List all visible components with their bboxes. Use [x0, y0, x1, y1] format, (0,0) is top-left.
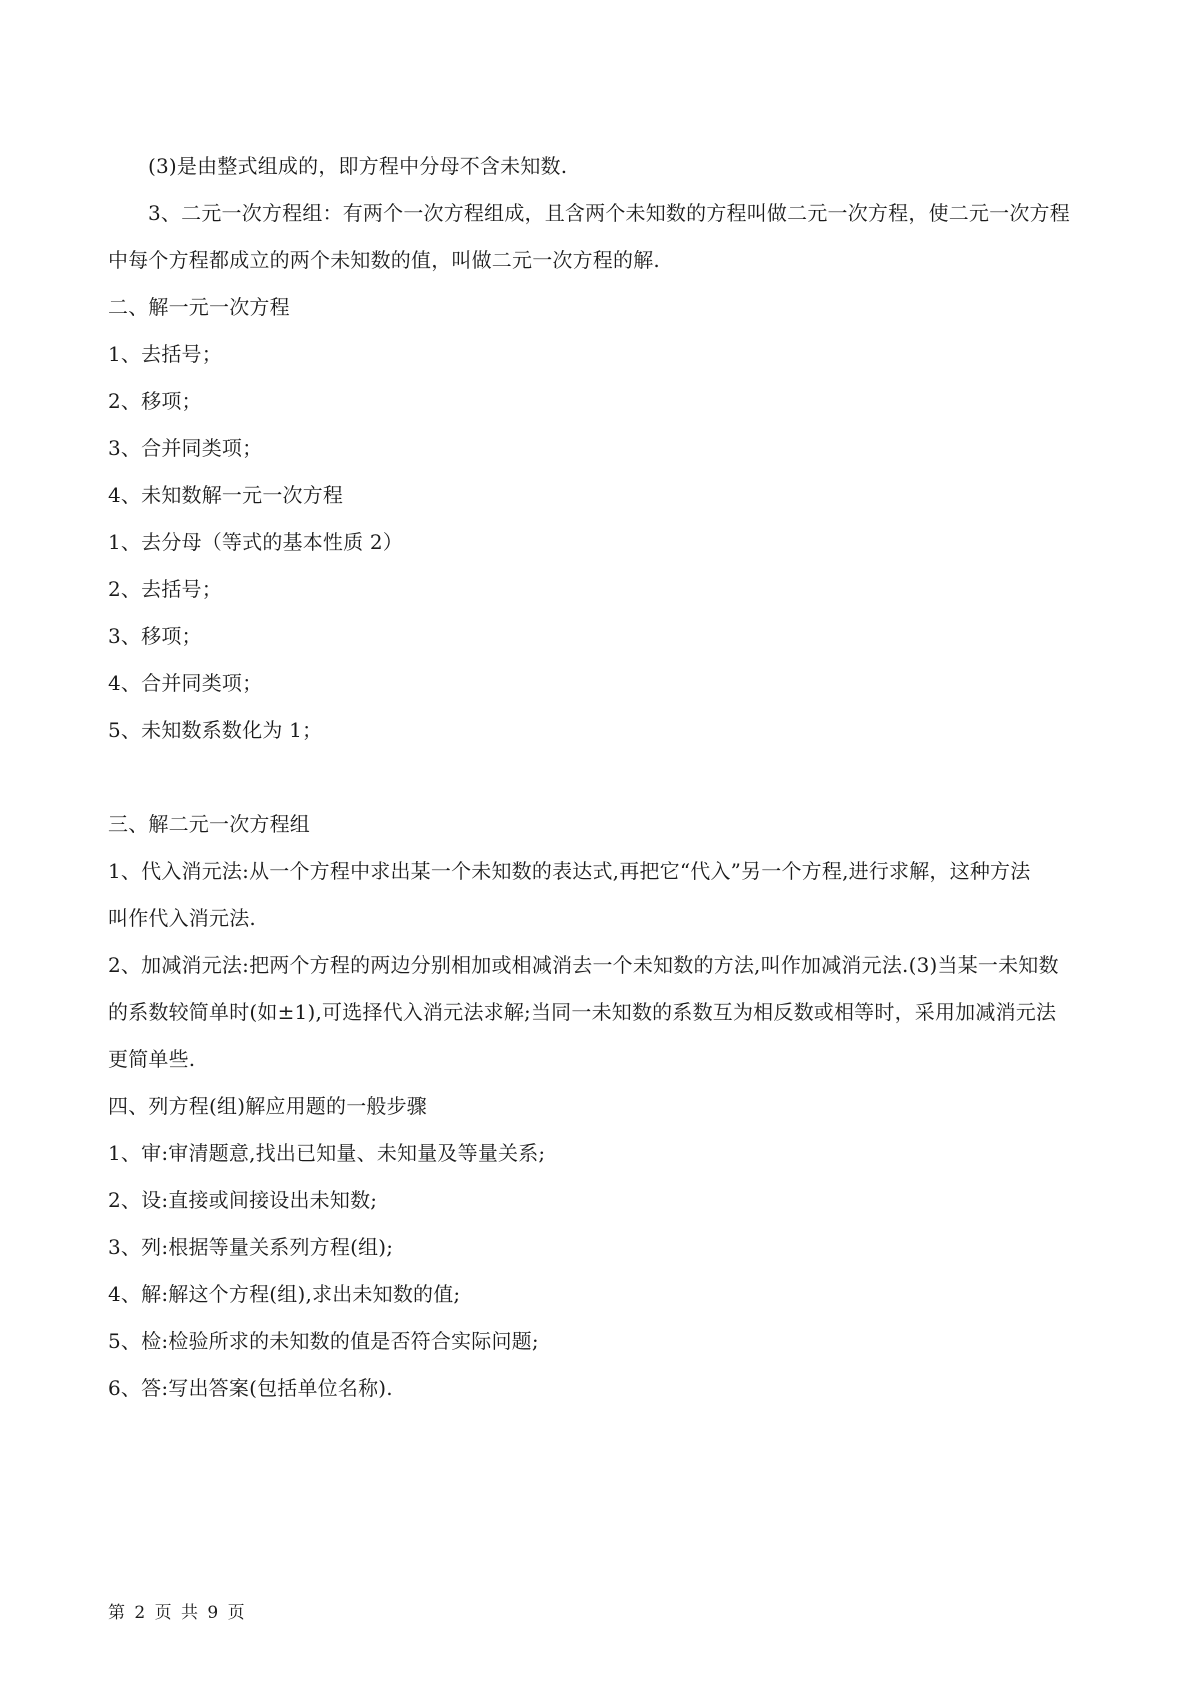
elimination-method-line-2: 的系数较简单时(如±1),可选择代入消元法求解;当同一未知数的系数互为相反数或相等时，采用加减消元法 — [108, 1000, 1057, 1024]
elimination-method-line-3: 更简单些. — [108, 1047, 196, 1071]
section-heading-solve-linear-equation: 二、解一元一次方程 — [108, 295, 290, 319]
document-body — [108, 143, 1088, 1412]
step-item: 6、答:写出答案(包括单位名称). — [108, 1376, 393, 1400]
page-number-footer: 第 2 页 共 9 页 — [108, 1603, 247, 1623]
step-item: 3、移项； — [108, 624, 202, 648]
section-heading-word-problems: 四、列方程(组)解应用题的一般步骤 — [108, 1094, 428, 1118]
substitution-method-line-2: 叫作代入消元法. — [108, 906, 256, 930]
step-item: 4、未知数解一元一次方程 — [108, 483, 344, 507]
blank-line — [108, 754, 1088, 801]
definition-linear-system-line-2: 中每个方程都成立的两个未知数的值，叫做二元一次方程的解. — [108, 248, 660, 272]
step-item: 3、列:根据等量关系列方程(组); — [108, 1235, 394, 1259]
step-item: 2、设:直接或间接设出未知数; — [108, 1188, 378, 1212]
step-item: 3、合并同类项； — [108, 436, 263, 460]
step-item: 2、去括号； — [108, 577, 222, 601]
step-item: 5、未知数系数化为 1； — [108, 718, 323, 742]
step-item: 5、检:检验所求的未知数的值是否符合实际问题; — [108, 1329, 539, 1353]
step-item: 2、移项； — [108, 389, 202, 413]
condition-3-line: (3)是由整式组成的，即方程中分母不含未知数. — [148, 154, 568, 178]
section-heading-solve-linear-system: 三、解二元一次方程组 — [108, 812, 310, 836]
definition-linear-system-line-1: 3、二元一次方程组：有两个一次方程组成，且含两个未知数的方程叫做二元一次方程，使二元一次方程 — [148, 201, 1070, 225]
step-item: 1、去括号； — [108, 342, 222, 366]
substitution-method-line-1: 1、代入消元法:从一个方程中求出某一个未知数的表达式,再把它“代入”另一个方程,进行求解，这种方法 — [108, 859, 1031, 883]
step-item: 1、审:审清题意,找出已知量、未知量及等量关系; — [108, 1141, 546, 1165]
step-item: 4、解:解这个方程(组),求出未知数的值; — [108, 1282, 461, 1306]
step-item: 4、合并同类项； — [108, 671, 263, 695]
elimination-method-line-1: 2、加减消元法:把两个方程的两边分别相加或相减消去一个未知数的方法,叫作加减消元法.(3)当某一未知数 — [108, 953, 1059, 977]
step-item: 1、去分母（等式的基本性质 2） — [108, 530, 404, 554]
